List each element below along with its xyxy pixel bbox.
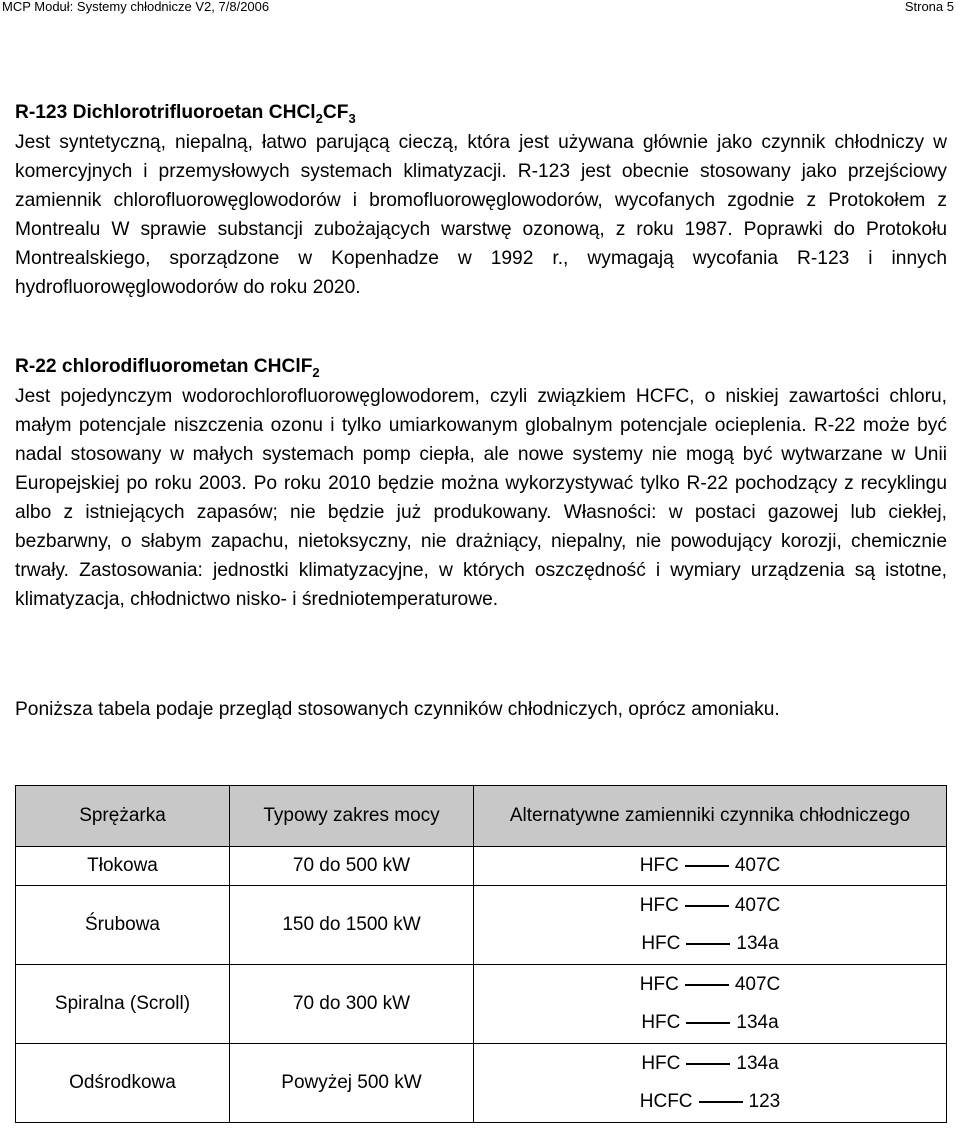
- dash-separator: [685, 865, 729, 867]
- dash-separator: [686, 943, 730, 945]
- heading-text: R-22 chlorodifluorometan CHClF: [15, 356, 313, 377]
- cell-power-range: 70 do 300 kW: [230, 965, 474, 1044]
- alt-class: HFC: [639, 974, 679, 995]
- dash-separator: [685, 905, 729, 907]
- heading-subscript: 2: [315, 111, 323, 126]
- page-header: [2, 0, 954, 14]
- alt-entry: [474, 966, 946, 1004]
- cell-alternatives: [474, 1044, 947, 1123]
- heading-text: CF: [322, 102, 349, 123]
- section-r22-body: Jest pojedynczym wodorochlorofluorowęglowodorem, czyli związkiem HCFC, o niskiej zawartości chloru, małym potencjale niszczenia ozonu i tylko umiarkowanym globalnym potencjale ocieplenia. R-22 może być nadal stosowany w małych systemach pomp ciepła, ale nowe systemy nie mogą być wytwarzane w Unii Europejskiej po roku 2003. Po roku 2010 będzie można wykorzystywać tylko R-22 pochodzący z recyklingu albo z istniejących zapasów; nie będzie już produkowany. Własności: w postaci gazowej lub ciekłej, bezbarwny, o słabym zapachu, nietoksyczny, nie drażniący, niepalny, nie powodujący korozji, chemicznie trwały. Zastosowania: jednostki klimatyzacyjne, w których oszczędność i wymiary urządzenia są istotne, klimatyzacja, chłodnictwo nisko- i średniotemperaturowe.: [15, 386, 947, 610]
- header-alternatives: Alternatywne zamienniki czynnika chłodniczego: [474, 786, 947, 847]
- cell-alternatives: [474, 886, 947, 965]
- header-title: MCP Moduł: Systemy chłodnicze V2, 7/8/2006: [2, 0, 270, 14]
- alt-entry: [474, 1004, 946, 1042]
- alt-entry: [474, 847, 946, 885]
- dash-separator: [686, 1022, 730, 1024]
- alt-class: HFC: [641, 933, 681, 954]
- table-row: [16, 965, 947, 1044]
- alt-code: 134a: [736, 933, 779, 954]
- section-r123: [15, 98, 947, 331]
- section-r123-body: Jest syntetyczną, niepalną, łatwo parującą cieczą, która jest używana głównie jako czynnik chłodniczy w komercyjnych i przemysłowych systemach klimatyzacji. R-123 jest obecnie stosowany jako przejściowy zamiennik chlorofluorowęglowodorów i bromofluorowęglowodorów, wycofanych zgodnie z Protokołem z Montrealu W sprawie substancji zubożających warstwę ozonową, z roku 1987. Poprawki do Protokołu Montrealskiego, sporządzone w Kopenhadze w 1992 r., wymagają wycofania R-123 i innych hydrofluorowęglowodorów do roku 2020.: [15, 132, 947, 298]
- cell-power-range: Powyżej 500 kW: [230, 1044, 474, 1123]
- header-power-range: Typowy zakres mocy: [230, 786, 474, 847]
- alt-code: 123: [748, 1091, 781, 1112]
- alt-entry: [474, 1045, 946, 1083]
- dash-separator: [685, 984, 729, 986]
- section-table-intro: [15, 695, 947, 724]
- alt-code: 134a: [736, 1053, 779, 1074]
- alt-class: HFC: [639, 855, 679, 876]
- alt-code: 407C: [734, 974, 781, 995]
- cell-compressor: Spiralna (Scroll): [16, 965, 230, 1044]
- alt-code: 134a: [736, 1012, 779, 1033]
- alt-class: HFC: [641, 1053, 681, 1074]
- table-row: [16, 847, 947, 886]
- table-row: [16, 886, 947, 965]
- alt-entry: [474, 1083, 946, 1121]
- dash-separator: [686, 1063, 730, 1065]
- alt-entry: [474, 887, 946, 925]
- cell-compressor: Śrubowa: [16, 886, 230, 965]
- table-row: [16, 1044, 947, 1123]
- refrigerant-table: [15, 785, 947, 1123]
- alt-code: 407C: [734, 895, 781, 916]
- alt-class: HFC: [639, 895, 679, 916]
- page-number: Strona 5: [904, 0, 954, 14]
- header-compressor: Sprężarka: [16, 786, 230, 847]
- alt-entry: [474, 925, 946, 963]
- dash-separator: [699, 1101, 743, 1103]
- table-header-row: [16, 786, 947, 847]
- alt-code: 407C: [734, 855, 781, 876]
- cell-alternatives: [474, 847, 947, 886]
- cell-compressor: Tłokowa: [16, 847, 230, 886]
- section-r22-heading: [15, 352, 947, 382]
- heading-text: R-123 Dichlorotrifluoroetan CHCl: [15, 102, 316, 123]
- heading-subscript: 2: [312, 365, 320, 380]
- table-intro-text: Poniższa tabela podaje przegląd stosowanych czynników chłodniczych, oprócz amoniaku.: [15, 699, 780, 720]
- alt-class: HCFC: [639, 1091, 693, 1112]
- cell-power-range: 70 do 500 kW: [230, 847, 474, 886]
- section-r123-heading: [15, 98, 947, 128]
- cell-power-range: 150 do 1500 kW: [230, 886, 474, 965]
- cell-compressor: Odśrodkowa: [16, 1044, 230, 1123]
- section-r22: [15, 352, 947, 672]
- cell-alternatives: [474, 965, 947, 1044]
- heading-subscript: 3: [348, 111, 356, 126]
- alt-class: HFC: [641, 1012, 681, 1033]
